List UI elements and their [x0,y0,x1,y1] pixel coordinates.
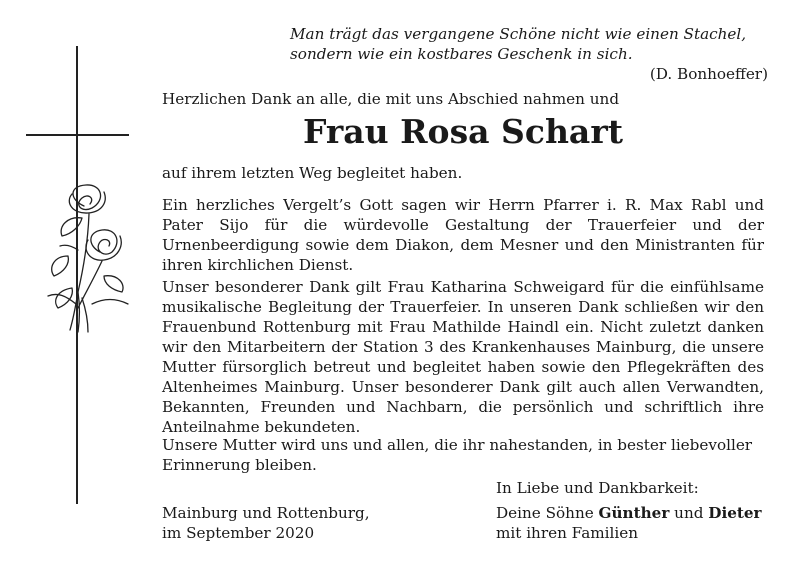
place-date-block [162,503,370,543]
signers-line [496,503,762,523]
intro-line: Herzlichen Dank an alle, die mit uns Abschied nahmen und [162,90,620,108]
signers-prefix: Deine Söhne [496,504,594,522]
closing-phrase: In Liebe und Dankbarkeit: [496,479,699,497]
place: Mainburg und Rottenburg, [162,504,370,522]
signature-block [496,478,762,543]
quote-author: (D. Bonhoeffer) [649,65,768,83]
intro-end-line: auf ihrem letzten Weg begleitet haben. [162,164,463,182]
quote-line-2: sondern wie ein kostbares Geschenk in sich. [290,45,633,63]
bonhoeffer-quote [290,24,768,84]
thanks-paragraph-2: Unser besonderer Dank gilt Frau Katharina Schweigard für die einfühlsame musikalische Begleitung der Trauerfeier. In unseren Dank schließen wir den Frauenbund Rottenburg mit Frau Mathilde Haindl ein. Nicht zuletzt danken wir den Mitarbeitern der Station 3 des Krankenhauses Mainburg, die unsere Mutter fürsorglich betreut und begleitet haben sowie den Pflegekräften des Altenheimes Mainburg. Unser besonderer Dank gilt auch allen Verwandten, Bekannten, Freunden und Nachbarn, die persönlich und schriftlich ihre Anteilnahme bekundeten. [162,278,764,436]
thanks-paragraph-1: Ein herzliches Vergelt’s Gott sagen wir Herrn Pfarrer i. R. Max Rabl und Pater Sijo für die würdevolle Gestaltung der Trauerfeier und der Urnenbeerdigung sowie dem Diakon, dem Mesner und den Ministranten für ihren kirchlichen Dienst. [162,196,764,274]
son-name-1: Günther [598,504,670,522]
closing-paragraph: Unsere Mutter wird uns und allen, die ihr nahestanden, in bester liebevoller Erinnerung bleiben. [162,436,753,474]
families-line: mit ihren Familien [496,524,638,542]
signers-conjunction: und [674,504,704,522]
roses-icon [32,180,144,336]
cross-horizontal-bar [26,134,129,136]
son-name-2: Dieter [708,504,762,522]
deceased-name: Frau Rosa Schart [303,112,623,151]
date: im September 2020 [162,524,315,542]
quote-line-1: Man trägt das vergangene Schöne nicht wie einen Stachel, [290,25,747,43]
